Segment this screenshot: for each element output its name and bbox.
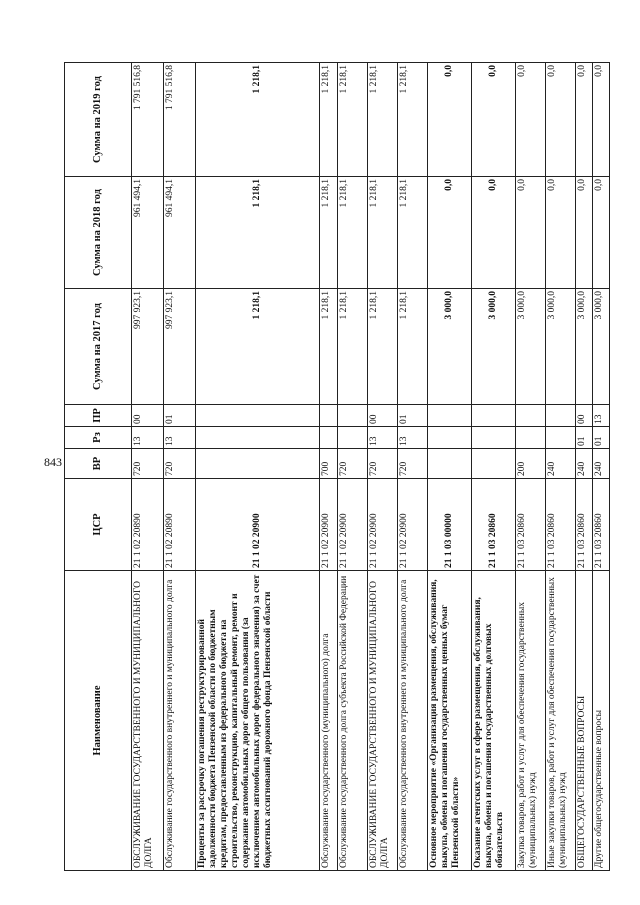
cell-sum-2019: 1 791 516,8: [132, 63, 164, 177]
cell-vr: [196, 449, 320, 479]
cell-sum-2017: 3 000,0: [428, 289, 472, 405]
cell-sum-2018: 1 218,1: [368, 177, 398, 289]
cell-sum-2018: 0,0: [472, 177, 516, 289]
cell-csr: 21 1 02 20890: [132, 479, 164, 571]
table-row: [472, 63, 516, 871]
table-row: [338, 63, 368, 871]
cell-name: Обслуживание государственного внутреннего и муниципального долга: [164, 571, 196, 871]
cell-pr: 01: [398, 405, 428, 427]
cell-rz: 13: [164, 427, 196, 449]
cell-sum-2017: 3 000,0: [472, 289, 516, 405]
cell-sum-2017: 3 000,0: [593, 289, 610, 405]
cell-rz: [516, 427, 546, 449]
cell-sum-2018: 1 218,1: [320, 177, 338, 289]
cell-name: Закупка товаров, работ и услуг для обеспечения государственных (муниципальных) нужд: [516, 571, 546, 871]
cell-pr: 00: [132, 405, 164, 427]
cell-sum-2018: 0,0: [428, 177, 472, 289]
cell-vr: [472, 449, 516, 479]
cell-pr: [516, 405, 546, 427]
header-csr: ЦСР: [65, 479, 132, 571]
cell-name: Основное мероприятие «Организация размещения, обслуживания, выкупа, обмена и погашения государственных ценных бумаг Пензенской области»: [428, 571, 472, 871]
cell-sum-2017: 1 218,1: [368, 289, 398, 405]
cell-name: Оказание агентских услуг в сфере размещения, обслуживания, выкупа, обмена и погашения государственных долговых обязательств: [472, 571, 516, 871]
cell-vr: 200: [516, 449, 546, 479]
cell-csr: 21 1 02 20900: [338, 479, 368, 571]
table-row: [368, 63, 398, 871]
cell-name: ОБСЛУЖИВАНИЕ ГОСУДАРСТВЕННОГО И МУНИЦИПАЛЬНОГО ДОЛГА: [132, 571, 164, 871]
table-row: [428, 63, 472, 871]
cell-sum-2017: 3 000,0: [576, 289, 593, 405]
cell-vr: 720: [132, 449, 164, 479]
cell-rz: 01: [593, 427, 610, 449]
cell-vr: 240: [593, 449, 610, 479]
cell-pr: 00: [368, 405, 398, 427]
budget-table: [64, 62, 610, 871]
cell-name: ОБЩЕГОСУДАРСТВЕННЫЕ ВОПРОСЫ: [576, 571, 593, 871]
cell-sum-2019: 0,0: [472, 63, 516, 177]
header-name: Наименование: [65, 571, 132, 871]
table-row: [196, 63, 320, 871]
cell-vr: 720: [338, 449, 368, 479]
header-pr: ПР: [65, 405, 132, 427]
cell-name: Иные закупки товаров, работ и услуг для обеспечения государственных (муниципальных) нужд: [546, 571, 576, 871]
cell-sum-2019: 1 218,1: [368, 63, 398, 177]
cell-sum-2017: 3 000,0: [516, 289, 546, 405]
cell-sum-2019: 0,0: [516, 63, 546, 177]
page-number: 843: [44, 455, 62, 469]
cell-sum-2019: 0,0: [576, 63, 593, 177]
cell-vr: 720: [368, 449, 398, 479]
cell-name: ОБСЛУЖИВАНИЕ ГОСУДАРСТВЕННОГО И МУНИЦИПАЛЬНОГО ДОЛГА: [368, 571, 398, 871]
cell-csr: 21 1 02 20900: [196, 479, 320, 571]
cell-pr: [320, 405, 338, 427]
cell-rz: 01: [576, 427, 593, 449]
cell-pr: [428, 405, 472, 427]
header-sum-2017: Сумма на 2017 год: [65, 289, 132, 405]
cell-name: Другие общегосударственные вопросы: [593, 571, 610, 871]
cell-sum-2017: 997 923,1: [132, 289, 164, 405]
header-vr: ВР: [65, 449, 132, 479]
cell-sum-2017: 1 218,1: [196, 289, 320, 405]
cell-csr: 21 1 02 20900: [398, 479, 428, 571]
cell-name: Проценты за рассрочку погашения реструктурированной задолженности бюджета Пензенской области по бюджетным кредитам, предоставленным из федерального бюджета на строительство, реконструкцию, капитальный ремонт, ремонт и содержание автомобильных дорог общего пользования (за исключением автомобильных дорог федерального значения) за счет бюджетных ассигнований дорожного фонда Пензенской области: [196, 571, 320, 871]
cell-pr: [472, 405, 516, 427]
cell-sum-2019: 1 218,1: [196, 63, 320, 177]
cell-rz: 13: [398, 427, 428, 449]
cell-rz: 13: [132, 427, 164, 449]
cell-rz: [320, 427, 338, 449]
cell-vr: 240: [546, 449, 576, 479]
cell-sum-2019: 1 791 516,8: [164, 63, 196, 177]
cell-sum-2018: 961 494,1: [132, 177, 164, 289]
cell-sum-2017: 1 218,1: [398, 289, 428, 405]
cell-sum-2019: 0,0: [428, 63, 472, 177]
cell-vr: 700: [320, 449, 338, 479]
cell-sum-2018: 0,0: [593, 177, 610, 289]
cell-sum-2018: 1 218,1: [338, 177, 368, 289]
cell-sum-2019: 1 218,1: [338, 63, 368, 177]
table-row: [576, 63, 593, 871]
table-row: [164, 63, 196, 871]
cell-csr: 21 1 02 20900: [320, 479, 338, 571]
cell-sum-2018: 961 494,1: [164, 177, 196, 289]
cell-rz: [546, 427, 576, 449]
table-row: [320, 63, 338, 871]
cell-sum-2019: 1 218,1: [320, 63, 338, 177]
cell-rz: [472, 427, 516, 449]
cell-csr: 21 1 02 20890: [164, 479, 196, 571]
cell-rz: 13: [368, 427, 398, 449]
cell-pr: 01: [164, 405, 196, 427]
cell-sum-2017: 997 923,1: [164, 289, 196, 405]
cell-rz: [196, 427, 320, 449]
cell-vr: 720: [398, 449, 428, 479]
table-row: [593, 63, 610, 871]
table-row: [546, 63, 576, 871]
cell-sum-2017: 1 218,1: [320, 289, 338, 405]
table-row: [132, 63, 164, 871]
cell-sum-2018: 0,0: [576, 177, 593, 289]
cell-pr: [546, 405, 576, 427]
cell-pr: 00: [576, 405, 593, 427]
cell-vr: [428, 449, 472, 479]
cell-csr: 21 1 03 20860: [546, 479, 576, 571]
header-row: [65, 63, 132, 871]
cell-csr: 21 1 03 20860: [576, 479, 593, 571]
cell-rz: [428, 427, 472, 449]
cell-vr: 240: [576, 449, 593, 479]
cell-pr: 13: [593, 405, 610, 427]
cell-rz: [338, 427, 368, 449]
cell-vr: 720: [164, 449, 196, 479]
cell-name: Обслуживание государственного внутреннего и муниципального долга: [398, 571, 428, 871]
cell-csr: 21 1 03 20860: [472, 479, 516, 571]
cell-sum-2017: 3 000,0: [546, 289, 576, 405]
cell-sum-2018: 1 218,1: [196, 177, 320, 289]
table-row: [398, 63, 428, 871]
cell-pr: [338, 405, 368, 427]
cell-csr: 21 1 03 20860: [593, 479, 610, 571]
table-row: [516, 63, 546, 871]
cell-sum-2018: 0,0: [546, 177, 576, 289]
cell-sum-2019: 0,0: [546, 63, 576, 177]
cell-csr: 21 1 03 20860: [516, 479, 546, 571]
rotated-table-container: [64, 63, 604, 871]
cell-sum-2017: 1 218,1: [338, 289, 368, 405]
header-sum-2018: Сумма на 2018 год: [65, 177, 132, 289]
cell-csr: 21 1 02 20900: [368, 479, 398, 571]
cell-sum-2019: 0,0: [593, 63, 610, 177]
header-rz: Рз: [65, 427, 132, 449]
cell-pr: [196, 405, 320, 427]
header-sum-2019: Сумма на 2019 год: [65, 63, 132, 177]
cell-sum-2018: 1 218,1: [398, 177, 428, 289]
cell-csr: 21 1 03 00000: [428, 479, 472, 571]
cell-name: Обслуживание государственного долга субъекта Российской Федерации: [338, 571, 368, 871]
cell-sum-2018: 0,0: [516, 177, 546, 289]
cell-sum-2019: 1 218,1: [398, 63, 428, 177]
cell-name: Обслуживание государственного (муниципального) долга: [320, 571, 338, 871]
